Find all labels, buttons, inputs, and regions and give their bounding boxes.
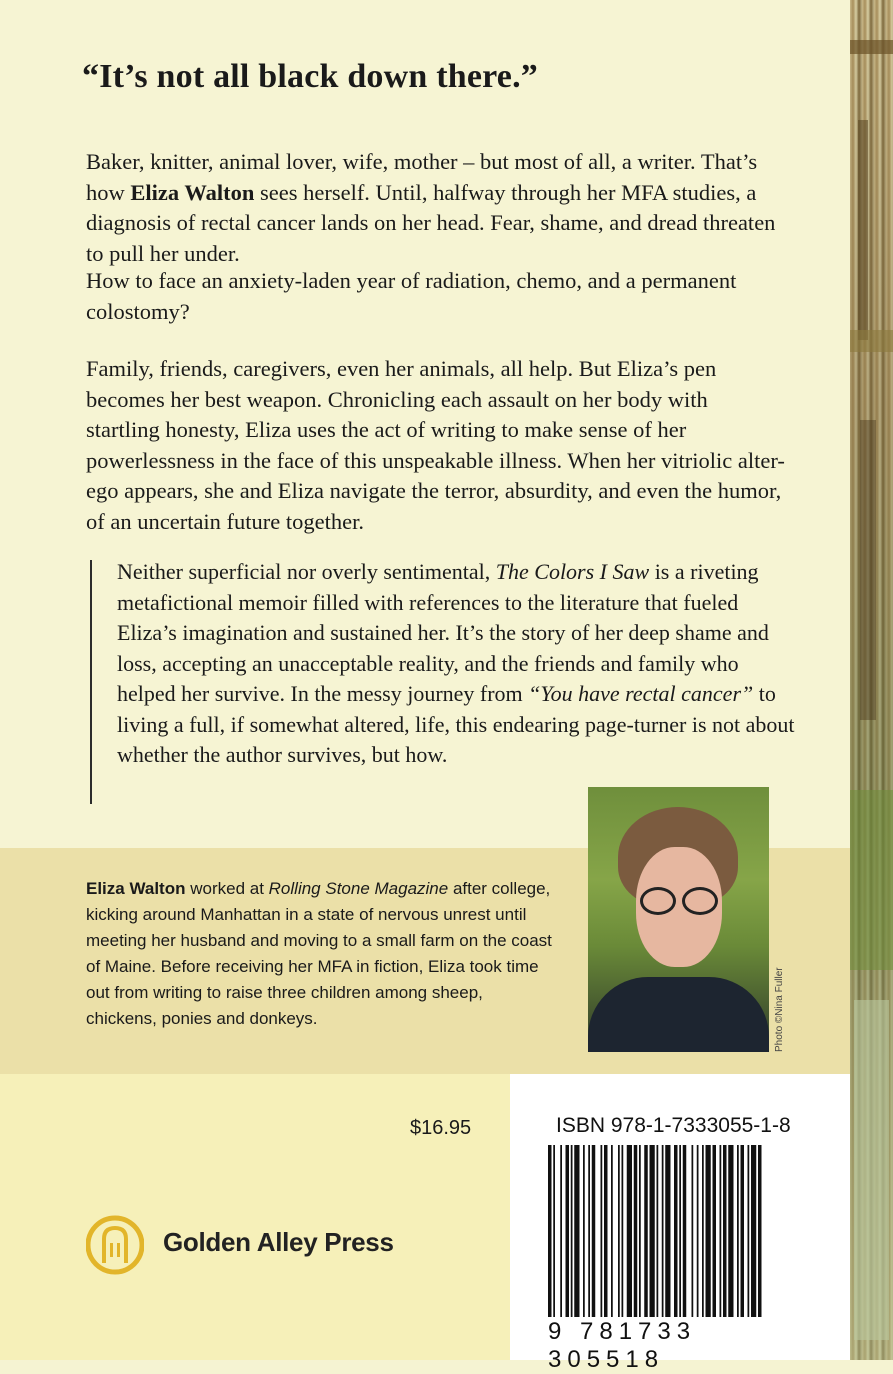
blurb-paragraph-1: Baker, knitter, animal lover, wife, mother – but most of all, a writer. That’s how Eliza Walton sees herself. Until, halfway through her MFA studies, a diagnosis of rectal cancer lands on her head. Fear, shame, and dread threaten to pull her under. [86, 149, 776, 266]
author-bio: Eliza Walton worked at Rolling Stone Magazine after college, kicking around Manhattan in a state of nervous unrest until meeting her husband and moving to a small farm on the coast of Maine. Before receiving her MFA in fiction, Eliza took time out from writing to raise three children among sheep, chickens, ponies and donkeys. [86, 879, 552, 1028]
barcode [548, 1145, 810, 1317]
price: $16.95 [410, 1117, 472, 1139]
headline: “It’s not all black down there.” [82, 58, 538, 95]
barcode-digits: 9 781733 305518 [548, 1318, 697, 1373]
quote-rule [90, 560, 92, 804]
book-title: The Colors I Saw [495, 559, 650, 584]
blurb-paragraph-3: Family, friends, caregivers, even her animals, all help. But Eliza’s pen becomes her best weapon. Chronicling each assault on her body with startling honesty, Eliza uses the act of writing to make sense of her powerlessness in the face of this unspeakable illness. When her vitriolic alter-ego appears, she and Eliza navigate the terror, absurdity, and even the humor, of an uncertain future together. [86, 356, 785, 534]
spine-painting [850, 0, 893, 1360]
publisher-logo-icon [86, 1213, 144, 1277]
review-quote: Neither superficial nor overly sentimental, The Colors I Saw is a riveting metafictional memoir filled with references to the literature that fueled Eliza’s imagination and sustained her. It’s the story of her deep shame and loss, accepting an unacceptable reality, and the friends and family who helped her survive. In the messy journey from “You have rectal cancer” to living a full, if somewhat altered, life, this endearing page-turner is not about whether the author survives, but how. [117, 559, 795, 767]
blurb-paragraph-2: How to face an anxiety-laden year of radiation, chemo, and a permanent colostomy? [86, 268, 737, 324]
author-name: Eliza Walton [130, 179, 255, 205]
publisher-name: Golden Alley Press [163, 1227, 394, 1257]
author-photo [588, 787, 769, 1052]
photo-credit: Photo ©Nina Fuller [774, 967, 785, 1052]
isbn-text: ISBN 978-1-7333055-1-8 [556, 1114, 791, 1137]
